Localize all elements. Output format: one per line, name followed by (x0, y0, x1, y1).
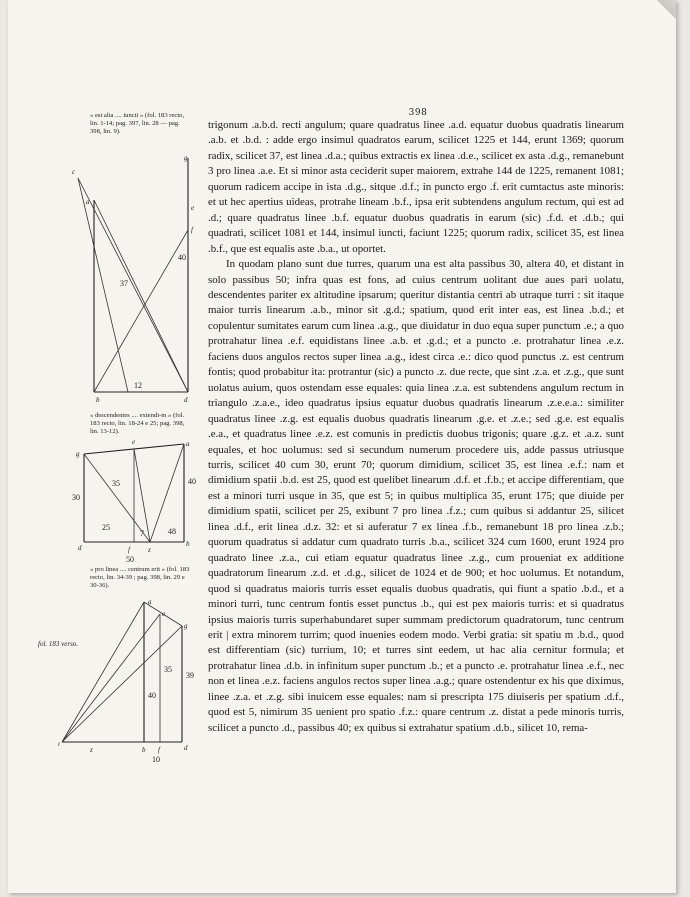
fig2-num-35: 35 (112, 479, 120, 488)
fig3-num-35: 35 (164, 665, 172, 674)
fig3-label-b: b (142, 746, 146, 754)
fig2-label-d: d (78, 544, 82, 552)
fig2-num-30: 30 (72, 493, 80, 502)
fig1-label-a: a (86, 198, 90, 206)
fig2-label-g: g (76, 450, 80, 458)
fig3-line-zg (62, 626, 182, 742)
fig1-label-c: c (72, 168, 76, 176)
paragraph-1: trigonum .a.b.d. recti angulum; quare quadratus linee .a.d. equatur duobus quadratis linearum .a.b. et .b.d. : adde ergo insimul quadratos earum, scilicet 1225 et 144, erunt 1369; quorum radix, scilicet 37, est linea .d.a.; quibus extractis ex linea .d.e., scilicet ex asta .d.g., remanebunt 3 pro linea .a.e. Et si minor asta ceciderit super maiorem, extrahe 144 de 1225, remanent 1081; quorum radicem accipe in ista .d.g., sitque .d.f.; in puncto ergo .f. erit cumtactus aste minoris: et ut hec apertius uideas, protrahe lineam .b.f., ipsa erit subtendens angulum rectum, qui est ad .d.; quare quadratus linee .b.f. equatur duobus quadratis in earum (sic) .f.d. et .d.b.; qui quadrati, scilicet 1081 et 144, insimul iuncti, faciunt 1225; quorum radix, scilicet 35, est linea .b.f., que est equalis aste .b.a., ut oportet. (208, 119, 624, 255)
fig3-line-za (62, 602, 144, 742)
figure2-note: « descendentes .... extendi-m » (fol. 183 recto, lin. 18-24 e 25; pag. 398, lin. 13-12). (90, 412, 185, 436)
page-corner-fold (656, 0, 676, 22)
paragraph-2: In quodam plano sunt due turres, quarum una est alta passibus 30, altera 40, et distant in solo passibus 50; infra quas est fons, ad cuius centrum uolitant due aues pari uolatu, descendentes pariter ex altitudine ipsarum; queritur distantia centri ab utraque turri : sit itaque maior turris linearum .a.b., minor sit .g.d.; spatium, quod erit inter eas, est linea .b.d.; et copulentur sumitates earum cum linea .a.g., que diuidatur in duo equa super punctum .e.; a quo protrahatur linea .e.f. equidistans linee .a.b. et .g.d.; et a puncto .e. protrahatur linea .e.z. faciens duos angulos rectos super linea .a.g., idest circa .e.: dico quod punctus .z. est centrum fontis; quod probabitur ita: protrantur (sic) a puncto .z. due recte, que sint .z.a. et .z.g., que sunt uolatus auium, quos ostendam esse equales: quia linea .z.a. est subtendens angulum rectum in triangulo .z.a.e., ideo quadratus ipsius equatur duobus quadratis linearum .z.e.e.a.: similiter quadratus linee .z.g. est equalis duobus quadratis linearum .g.e. et .z.e.; sed .g.e. est equalis .e.a., et quadratus linee .e.z. est comunis in predictis duobus trigonis; quare .g.z. et .a.z. sunt equales, et hoc uolumus: sed si secundum numerum procedere uis, adde passus utriusque turris, scilicet 40 cum 30, erunt 70; quorum dimidium, scilicet 35, est linea .e.f.: nam et dimidium spatii .b.d. est 25, quod est quelibet linearum .d.f. et .f.b.; et accipe differentiam, que est a minori turri usque in 35, que est 5; in quibus multiplica 35, erunt 175; que diuide per dimidium spatii, scilicet per 25, exibunt 7 pro linea .f.z.; cum quibus si addantur 25, silicet linea .d.f., erit linea .d.z. 32: et si auferatur 7 ex linea .f.b., remanebunt 18 pro linea .z.b.; quorum quadratus si addatur cum quadrato turris .b.a., scilicet 324 cum 1600, erunt 1924 pro quadrato linee .z.a., cui etiam equatur quadratus linee .z.g., cum proueniat ex additione quadratorum linearum .z.d. et .d.g., silicet de 1024 et de 900; et hoc uolumus. Et notandum, quod si quadratus maioris turris esset equalis duobus quadratis, qui fiunt a spatio .b.d., et a minori turri, tunc centrum fontis esset punctus .b., qui est pex maioris turris: et si quadratus ipsius maioris turris superhabundaret super summam predictorum quadratorum, tunc centrum erit | extra minorem turrim; quod inuenies eodem modo. Verbi gratia: sit spatiu m .b.d., quod est differentiam (sic) turrium, 10; et turres sint eedem, ut hac alia cernitur formula; et protrahatur linea .d.b. in infinitum super punctum .b.; et a puncto .e. protrahatur linea .e.f., nec non et linea .e.z. faciens angulos rectos super linea .a.g.; quare ostendentur ex his que diximus, linee .z.a. et .z.g. sibi inuicem esse equales: nam si prescripta 175 diuiseris per spatium .d.f., quod est 5, nimirum 35 uenient pro spatio .f.z.: quare centrum .z. distat a pede minoris turris, scilicet a puncto .d., passibus 40; ex quibus si extrahatur spatium .d.b., silicet 10, rema- (208, 258, 624, 734)
fig1-num-12: 12 (134, 381, 142, 390)
fig1-label-b: b (96, 396, 100, 404)
figure3-note: « pro linea .... centrum erit » (fol. 183 recto, lin. 34-39 ; pag. 398, lin. 29 e 30-36). (90, 566, 190, 590)
fig2-line-az (150, 444, 184, 542)
fig1-num-40: 40 (178, 253, 186, 262)
fig2-label-f: f (128, 546, 130, 554)
fig1-line-bf (94, 230, 188, 392)
fig3-label-a: a (148, 598, 152, 606)
fig2-num-50: 50 (126, 555, 134, 563)
figure2-diagram (70, 438, 200, 563)
figure3-diagram (56, 596, 196, 766)
fig1-num-37: 37 (120, 279, 128, 288)
book-page (8, 0, 676, 893)
folio-reference: fol. 183 verso. (38, 640, 79, 648)
figure1-note: « est alta .... iuncti » (fol. 183 recto, lin. 1-14; pag. 397, lin. 28 — pag. 398, lin. 9). (90, 112, 185, 136)
fig2-num-40: 40 (188, 477, 196, 486)
fig3-label-d: d (184, 744, 188, 752)
fig2-label-b: b (186, 540, 190, 548)
fig1-label-e: e (191, 204, 195, 212)
fig1-label-f: f (191, 226, 193, 234)
fig3-label-z: z (90, 746, 93, 754)
page-number: 398 (408, 108, 428, 118)
fig2-num-48: 48 (168, 527, 176, 536)
fig2-num-25: 25 (102, 523, 110, 532)
fig1-label-g: g (184, 154, 188, 162)
fig3-line-ze (62, 614, 160, 742)
fig3-label-edge: ı (58, 740, 60, 748)
fig3-label-f: f (158, 746, 160, 754)
fig2-label-e: e (132, 438, 136, 446)
fig3-num-39: 39 (186, 671, 194, 680)
fig3-num-40: 40 (148, 691, 156, 700)
main-text (208, 118, 624, 736)
fig3-label-g: g (184, 622, 188, 630)
fig3-label-e: e (162, 610, 166, 618)
figure1-diagram (70, 140, 200, 405)
fig1-label-d: d (184, 396, 188, 404)
fig1-line-ad (94, 200, 188, 392)
fig2-label-a: a (186, 440, 190, 448)
fig2-num-7: 7 (140, 529, 144, 538)
fig2-label-z: z (148, 546, 151, 554)
fig3-num-10: 10 (152, 755, 160, 764)
